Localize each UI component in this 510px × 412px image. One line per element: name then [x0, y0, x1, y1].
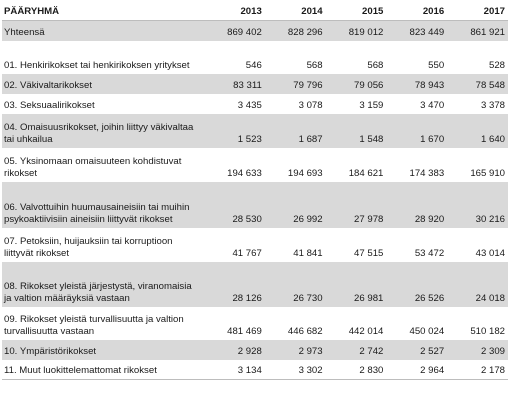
cell-value: 3 470 — [420, 99, 445, 111]
cell-value: 28 126 — [204, 262, 265, 307]
table-row — [2, 148, 508, 182]
row-label: 04. Omaisuusrikokset, joihin liittyy väkivaltaa tai uhkailua — [2, 114, 204, 148]
cell-value: 26 981 — [326, 262, 387, 307]
header-row — [2, 2, 508, 21]
cell-value: 2 527 — [386, 340, 447, 360]
cell-value: 53 472 — [414, 247, 445, 259]
cell-value: 1 523 — [204, 114, 265, 148]
cell-value: 41 767 — [232, 247, 262, 259]
cell-value: 446 682 — [287, 325, 323, 337]
cell-value: 26 730 — [265, 262, 326, 307]
cell-value: 78 943 — [386, 74, 447, 94]
row-label: 08. Rikokset yleistä järjestystä, viranomaisia ja valtion määräyksiä vastaan — [2, 262, 204, 307]
cell-value: 861 921 — [447, 21, 508, 41]
cell-value: 828 296 — [265, 21, 326, 41]
table-row — [2, 94, 508, 114]
cell-value: 24 018 — [447, 262, 508, 307]
row-label: 06. Valvottuihin huumausaineisiin tai muihin psykoaktiivisiin aineisiin liittyvät rikokset — [2, 182, 204, 228]
year-header-2013: 2013 — [204, 2, 265, 21]
year-header-2016: 2016 — [386, 2, 447, 21]
cell-value: 550 — [428, 59, 445, 71]
table-row — [2, 262, 508, 307]
table-row — [2, 360, 508, 380]
cell-value: 184 621 — [348, 167, 384, 179]
cell-value: 2 928 — [204, 340, 265, 360]
year-header-2015: 2015 — [326, 2, 387, 21]
cell-value: 819 012 — [326, 21, 387, 41]
cell-value: 1 640 — [447, 114, 508, 148]
cell-value: 78 548 — [447, 74, 508, 94]
cell-value: 79 056 — [326, 74, 387, 94]
row-label: 01. Henkirikokset tai henkirikoksen yritykset — [4, 59, 190, 71]
cell-value: 1 548 — [326, 114, 387, 148]
cell-value: 2 309 — [447, 340, 508, 360]
cell-value: 546 — [245, 59, 262, 71]
table-row — [2, 74, 508, 94]
cell-value: 3 302 — [265, 360, 326, 380]
cell-value: 2 830 — [326, 360, 387, 380]
year-header-2014: 2014 — [265, 2, 326, 21]
cell-value: 28 530 — [204, 182, 265, 228]
cell-value: 528 — [488, 59, 505, 71]
cell-value: 79 796 — [265, 74, 326, 94]
cell-value: 30 216 — [447, 182, 508, 228]
cell-value: 869 402 — [204, 21, 265, 41]
cell-value: 26 526 — [386, 262, 447, 307]
cell-value: 2 178 — [447, 360, 508, 380]
cell-value: 3 078 — [298, 99, 323, 111]
row-label: 07. Petoksiin, huijauksiin tai korruptioon liittyvät rikokset — [4, 235, 173, 259]
cell-value: 2 742 — [326, 340, 387, 360]
table-row — [2, 21, 508, 41]
row-label: 09. Rikokset yleistä turvallisuutta ja valtion turvallisuutta vastaan — [4, 313, 184, 337]
cell-value: 194 633 — [227, 167, 262, 179]
row-label: Yhteensä — [2, 21, 204, 41]
cell-value: 83 311 — [204, 74, 265, 94]
row-label: 11. Muut luokittelemattomat rikokset — [2, 360, 204, 380]
cell-value: 1 687 — [265, 114, 326, 148]
year-header-2017: 2017 — [447, 2, 508, 21]
table-row — [2, 307, 508, 340]
row-label: 03. Seksuaalirikokset — [4, 99, 95, 111]
table-row — [2, 182, 508, 228]
cell-value: 47 515 — [354, 247, 384, 259]
cell-value: 3 378 — [480, 99, 505, 111]
crime-statistics-table — [2, 2, 508, 380]
cell-value: 165 910 — [470, 167, 505, 179]
cell-value: 3 159 — [359, 99, 384, 111]
group-column-header: PÄÄRYHMÄ — [2, 2, 204, 21]
cell-value: 28 920 — [386, 182, 447, 228]
cell-value: 26 992 — [265, 182, 326, 228]
cell-value: 174 383 — [409, 167, 445, 179]
row-label: 02. Väkivaltarikokset — [2, 74, 204, 94]
table-row — [2, 114, 508, 148]
table-row — [2, 228, 508, 262]
cell-value: 41 841 — [293, 247, 323, 259]
row-label: 10. Ympäristörikokset — [2, 340, 204, 360]
cell-value: 2 973 — [265, 340, 326, 360]
cell-value: 568 — [367, 59, 384, 71]
cell-value: 823 449 — [386, 21, 447, 41]
cell-value: 481 469 — [227, 325, 262, 337]
table-row — [2, 340, 508, 360]
cell-value: 43 014 — [475, 247, 505, 259]
cell-value: 2 964 — [386, 360, 447, 380]
cell-value: 1 670 — [386, 114, 447, 148]
cell-value: 27 978 — [326, 182, 387, 228]
cell-value: 450 024 — [409, 325, 445, 337]
table-row — [2, 41, 508, 74]
row-label: 05. Yksinomaan omaisuuteen kohdistuvat rikokset — [4, 155, 182, 179]
cell-value: 3 435 — [237, 99, 262, 111]
cell-value: 510 182 — [470, 325, 505, 337]
cell-value: 3 134 — [204, 360, 265, 380]
cell-value: 194 693 — [287, 167, 323, 179]
cell-value: 568 — [306, 59, 323, 71]
cell-value: 442 014 — [348, 325, 384, 337]
